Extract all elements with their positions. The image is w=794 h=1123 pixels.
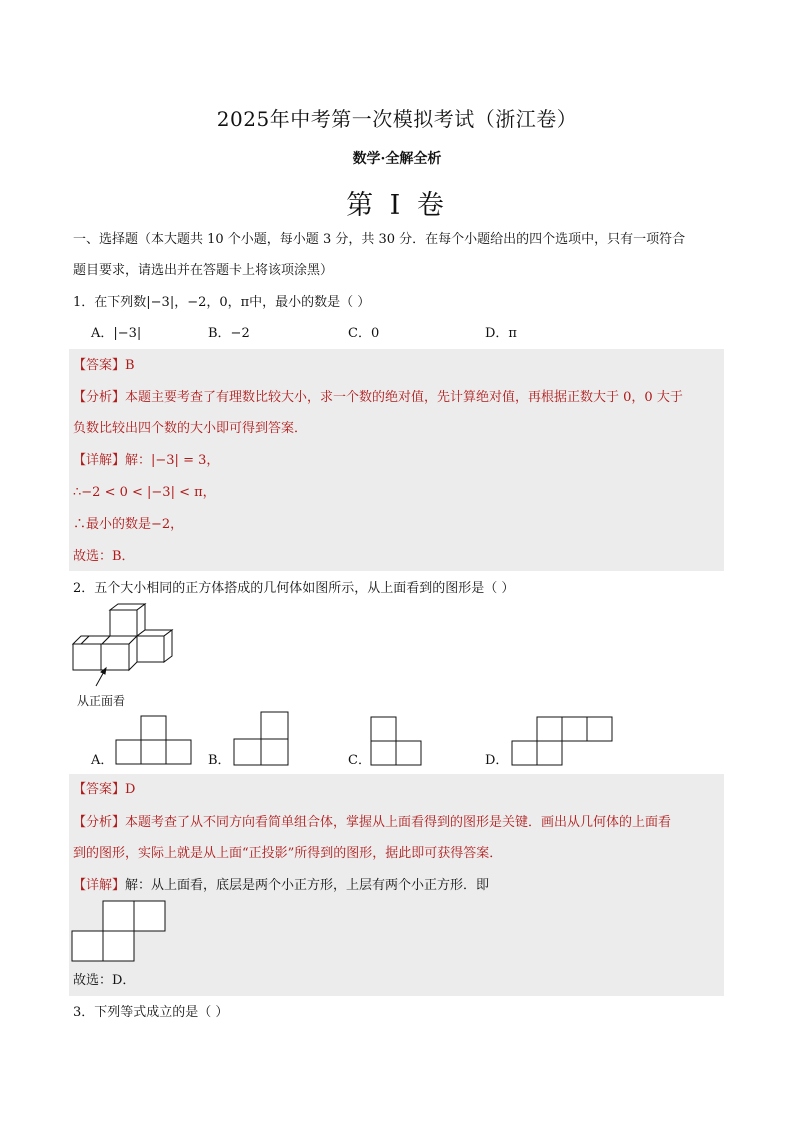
q2-answer-value: D <box>125 782 136 797</box>
q1-answer-tag: 【答案】 <box>73 358 126 373</box>
q1-conclusion: 故选：B． <box>73 549 135 564</box>
q2-option-c-figure <box>371 716 431 768</box>
q2-cube-figure <box>70 602 180 682</box>
q1-option-c: C．0 <box>348 326 380 341</box>
q2-detail-tag: 【详解】 <box>73 878 126 893</box>
q1-detail-line3: ∴最小的数是−2， <box>73 517 184 532</box>
section-instructions-line1: 一、选择题（本大题共 10 个小题，每小题 3 分，共 30 分．在每个小题给出的四个选项中，只有一项符合 <box>73 232 686 247</box>
q1-option-a: A．|−3| <box>91 326 142 341</box>
q1-analysis-line2: 负数比较出四个数的大小即可得到答案． <box>73 421 308 436</box>
q1-detail <box>73 452 219 470</box>
q2-option-b-figure <box>234 711 294 767</box>
q3-stem: 3．下列等式成立的是（ ） <box>73 1005 229 1020</box>
q1-option-d: D．π <box>485 326 517 341</box>
q1-analysis-line1: 本题主要考查了有理数比较大小，求一个数的绝对值，先计算绝对值，再根据正数大于 0，0 大于 <box>125 390 683 405</box>
page-title: 2025年中考第一次模拟考试（浙江卷） <box>216 107 578 131</box>
q2-answer <box>73 781 135 799</box>
q2-conclusion: 故选：D． <box>73 973 136 988</box>
q1-option-b: B．−2 <box>208 326 250 341</box>
q2-detail-line1: 解：从上面看，底层是两个小正方形，上层有两个小正方形．即 <box>125 878 490 893</box>
cube-top-front <box>110 610 137 636</box>
q1-detail-tag: 【详解】 <box>73 453 126 468</box>
q1-analysis <box>73 389 683 407</box>
q2-figure-caption: 从正面看 <box>77 694 126 708</box>
q1-detail-line2: ∴−2 < 0 < |−3| < π， <box>73 485 216 500</box>
q2-stem: 2．五个大小相同的正方体搭成的几何体如图所示，从上面看到的图形是（ ） <box>73 581 515 596</box>
q2-answer-tag: 【答案】 <box>73 782 126 797</box>
cube-front-left <box>73 644 101 670</box>
q2-detail <box>73 877 489 895</box>
section-instructions-line2: 题目要求，请选出并在答题卡上将该项涂黑） <box>73 263 334 278</box>
q1-stem: 1．在下列数|−3|，−2，0，π中，最小的数是（ ） <box>73 295 371 310</box>
volume-heading: 第 I 卷 <box>346 190 448 221</box>
q2-analysis-line2: 到的图形，实际上就是从上面“正投影”所得到的图形，据此即可获得答案． <box>73 846 503 861</box>
q2-option-a-label: A． <box>91 753 114 768</box>
page-subtitle: 数学·全解全析 <box>352 151 442 167</box>
q1-analysis-tag: 【分析】 <box>73 390 126 405</box>
q2-option-b-label: B． <box>208 753 231 768</box>
cube-front-middle <box>101 644 129 670</box>
q2-analysis-tag: 【分析】 <box>73 815 126 830</box>
q2-option-c-label: C． <box>348 753 371 768</box>
q2-analysis <box>73 814 671 832</box>
q1-answer-value: B <box>125 358 135 373</box>
q2-analysis-line1: 本题考查了从不同方向看简单组合体，掌握从上面看得到的图形是关键．画出从几何体的上面看 <box>125 815 672 830</box>
q1-answer <box>73 357 135 375</box>
q2-option-d-label: D． <box>485 753 509 768</box>
q2-answer-figure <box>72 900 168 964</box>
q2-option-d-figure <box>512 716 616 768</box>
q2-option-a-figure <box>116 715 196 767</box>
q1-detail-line1: 解：|−3| = 3， <box>125 453 220 468</box>
cube-right-side <box>164 630 172 662</box>
cube-right-front <box>137 636 164 662</box>
